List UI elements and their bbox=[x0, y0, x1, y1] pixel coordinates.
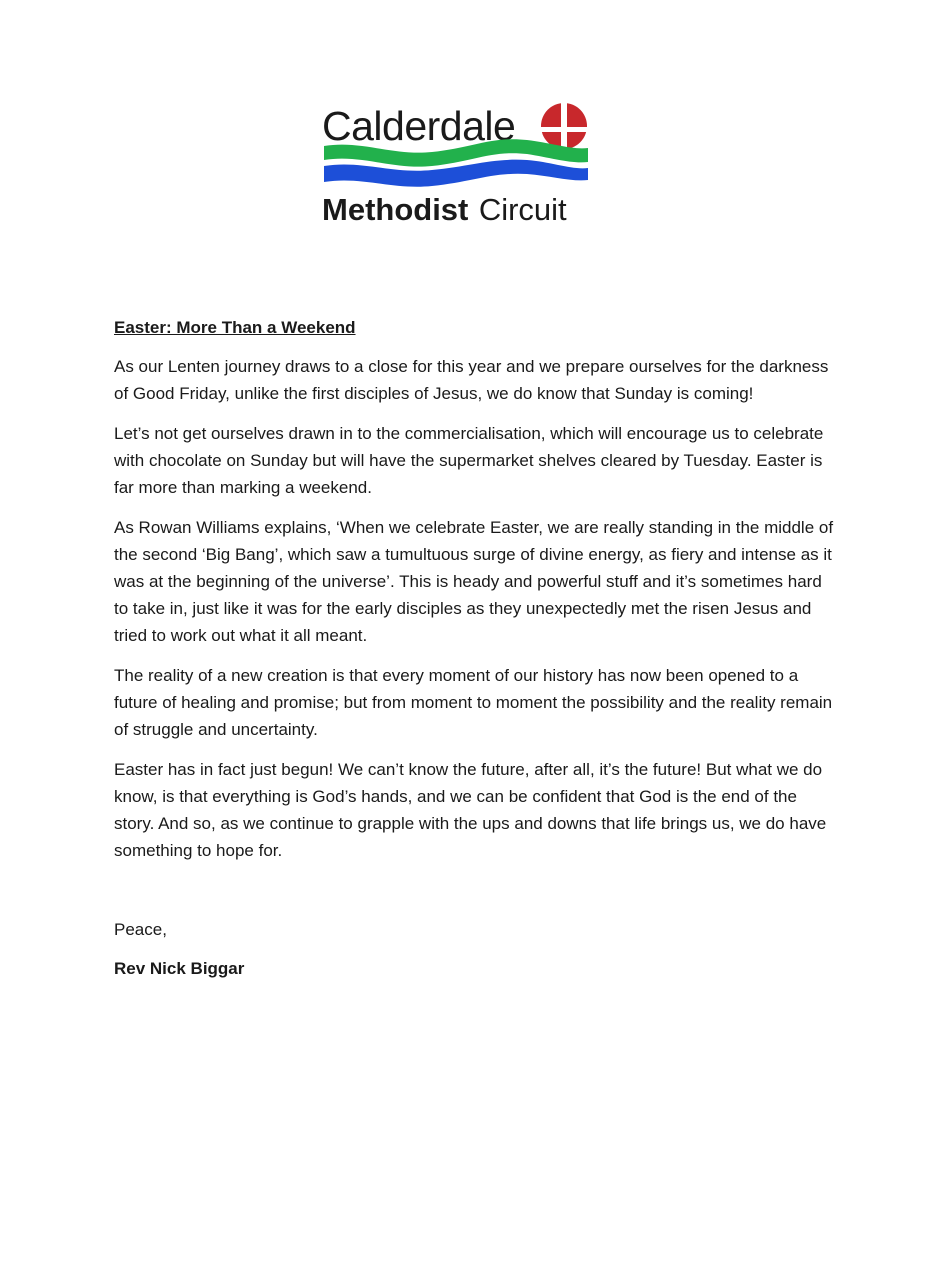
article-paragraph-2: Let’s not get ourselves drawn in to the commercialisation, which will encourage us to celebrate with chocolate on Sunday but will have the supermarket shelves cleared by Tuesday. Easter is far more than marking a weekend. bbox=[114, 424, 824, 497]
logo-subtitle-regular: Circuit bbox=[478, 192, 567, 224]
signature: Rev Nick Biggar bbox=[114, 959, 245, 978]
blue-wave-icon bbox=[324, 160, 588, 187]
calderdale-methodist-circuit-logo bbox=[322, 100, 590, 224]
logo-title-text: Calderdale bbox=[322, 103, 516, 149]
logo-subtitle bbox=[322, 192, 567, 224]
article-body bbox=[114, 314, 836, 982]
logo-graphic bbox=[322, 100, 590, 224]
article-heading: Easter: More Than a Weekend bbox=[114, 318, 356, 337]
closing-salutation: Peace, bbox=[114, 920, 167, 939]
cross-orb-icon bbox=[541, 103, 587, 149]
article-paragraph-1: As our Lenten journey draws to a close for this year and we prepare ourselves for the darkness of Good Friday, unlike the first disciples of Jesus, we do know that Sunday is coming! bbox=[114, 357, 829, 403]
article-paragraph-3: As Rowan Williams explains, ‘When we celebrate Easter, we are really standing in the middle of the second ‘Big Bang’, which saw a tumultuous surge of divine energy, as fiery and intense as it was at the beginning of the universe’. This is heady and powerful stuff and it’s sometimes hard to take in, just like it was for the early disciples as they unexpectedly met the risen Jesus and tried to work out what it all meant. bbox=[114, 518, 834, 645]
article-paragraph-5: Easter has in fact just begun! We can’t know the future, after all, it’s the future! But what we do know, is that everything is God’s hands, and we can be confident that God is the end of the story. And so, as we continue to grapple with the ups and downs that life brings us, we do have something to hope for. bbox=[114, 760, 827, 860]
logo-subtitle-bold: Methodist bbox=[322, 192, 469, 224]
article-paragraph-4: The reality of a new creation is that every moment of our history has now been opened to a future of healing and promise; but from moment to moment the possibility and the reality remain of struggle and uncertainty. bbox=[114, 666, 833, 739]
